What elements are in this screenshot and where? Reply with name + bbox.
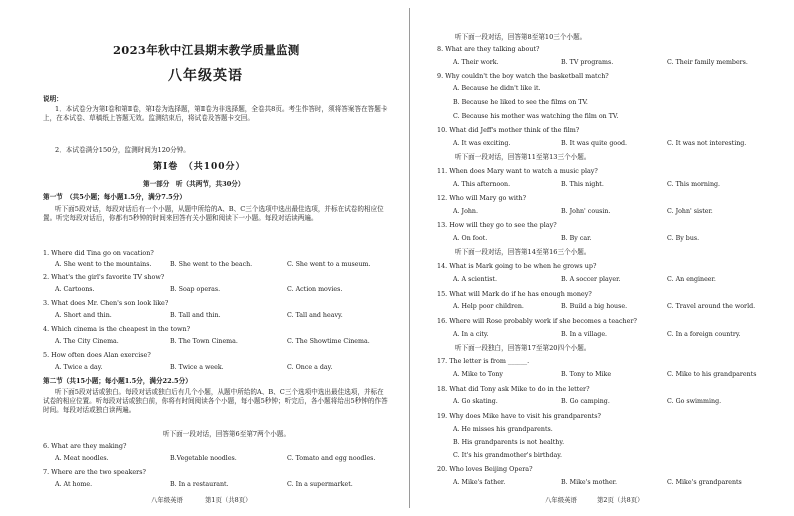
question-14: 14. What is Mark going to be when he grows up? — [437, 262, 597, 270]
question-9: 9. Why couldn't the boy watch the basketball match? — [437, 72, 609, 80]
q5-option-a: A. Twice a day. — [55, 364, 103, 371]
q10-option-b: B. It was quite good. — [561, 140, 628, 147]
q11-option-a: A. This afternoon. — [453, 181, 511, 188]
question-13: 13. How will they go to see the play? — [437, 221, 557, 229]
q12-option-c: C. John' sister. — [667, 208, 713, 215]
question-8: 8. What are they talking about? — [437, 45, 540, 53]
question-19: 19. Why does Mike have to visit his grandparents? — [437, 412, 601, 420]
q7-option-b: B. In a restaurant. — [170, 481, 229, 488]
q9-option-b: B. Because he liked to see the films on TV. — [453, 99, 588, 106]
sec2-instructions: 听下面5段对话或独白。每段对话或独白后有几个小题，从题中所给的A、B、C三个选项中选出最佳选项，并标在试卷的相应位置。听每段对话或独白前，你将有时间阅读各个小题，每小题5秒钟；听完后，各小题将给出5秒钟的作答时间。每段对话或独白读两遍。 — [43, 388, 388, 414]
question-5: 5. How often does Alan exercise? — [43, 351, 151, 359]
q20-option-a: A. Mike's father. — [453, 479, 506, 486]
q6-option-c: C. Tomato and egg noodles. — [287, 455, 376, 462]
q3-option-a: A. Short and thin. — [55, 312, 112, 319]
footer-subject-right: 八年级英语 — [545, 496, 577, 504]
question-4: 4. Which cinema is the cheapest in the town? — [43, 325, 191, 333]
q17-option-a: A. Mike to Tony — [453, 371, 503, 378]
q8-option-a: A. Their work. — [453, 59, 499, 66]
q18-option-b: B. Go camping. — [561, 398, 610, 405]
q1-option-c: C. She went to a museum. — [287, 261, 371, 268]
q19-option-a: A. He misses his grandparents. — [453, 426, 553, 433]
question-18: 18. What did Tony ask Mike to do in the letter? — [437, 385, 590, 393]
q8-option-b: B. TV programs. — [561, 59, 614, 66]
q2-option-a: A. Cartoons. — [55, 286, 95, 293]
q5-option-c: C. Once a day. — [287, 364, 333, 371]
footer-subject-left: 八年级英语 — [151, 496, 183, 504]
question-17: 17. The letter is from ______. — [437, 357, 530, 365]
q1-option-a: A. She went to the mountains. — [55, 261, 152, 268]
q7-option-a: A. At home. — [55, 481, 93, 488]
q8-option-c: C. Their family members. — [667, 59, 748, 66]
q16-option-c: C. In a foreign country. — [667, 331, 741, 338]
q14-option-a: A. A scientist. — [453, 276, 497, 283]
sec2-subinstruction: 听下面一段对话，回答第6至第7两个小题。 — [163, 430, 291, 438]
footer-page-right: 第2页（共8页） — [597, 496, 644, 504]
q4-option-a: A. The City Cinema. — [55, 338, 119, 345]
q15-option-a: A. Help poor children. — [453, 303, 524, 310]
q4-option-c: C. The Showtime Cinema. — [287, 338, 370, 345]
question-12: 12. Who will Mary go with? — [437, 194, 527, 202]
q20-option-c: C. Mike's grandparents — [667, 479, 742, 486]
q19-option-b: B. His grandparents is not healthy. — [453, 439, 565, 446]
note-1: 1．本试卷分为第Ⅰ卷和第Ⅱ卷，第Ⅰ卷为选择题，第Ⅱ卷为非选择题，全卷共8页。考生作答时，须将答案答在答题卡上，在本试卷、草稿纸上答题无效。监测结束后，将试卷及答题卡交回。 — [43, 105, 388, 122]
q3-option-c: C. Tall and heavy. — [287, 312, 343, 319]
q18-option-c: C. Go swimming. — [667, 398, 722, 405]
q13-option-c: C. By bus. — [667, 235, 700, 242]
q12-option-b: B. John' cousin. — [561, 208, 611, 215]
page-divider — [409, 8, 410, 508]
q11-option-b: B. This night. — [561, 181, 604, 188]
exam-subtitle: 八年级英语 — [168, 68, 243, 84]
q9-option-a: A. Because he didn't like it. — [453, 85, 541, 92]
notes-label: 说明： — [43, 95, 63, 103]
q5-option-b: B. Twice a week. — [170, 364, 224, 371]
exam-title: 2023年秋中江县期末教学质量监测 — [113, 43, 300, 57]
question-1: 1. Where did Tina go on vacation? — [43, 249, 154, 257]
intro-11-13: 听下面一段对话，回答第11至第13三个小题。 — [455, 153, 591, 161]
q17-option-c: C. Mike to his grandparents — [667, 371, 757, 378]
q15-option-c: C. Travel around the world. — [667, 303, 756, 310]
q12-option-a: A. John. — [453, 208, 478, 215]
intro-17-20: 听下面一段独白，回答第17至第20四个小题。 — [455, 344, 591, 352]
question-3: 3. What does Mr. Chen's son look like? — [43, 299, 169, 307]
q16-option-a: A. In a city. — [453, 331, 489, 338]
sec2-header: 第二节（共15小题；每小题1.5分，满分22.5分） — [43, 377, 192, 385]
q16-option-b: B. In a village. — [561, 331, 608, 338]
question-2: 2. What's the girl's favorite TV show? — [43, 273, 165, 281]
q10-option-c: C. It was not interesting. — [667, 140, 747, 147]
intro-8-10: 听下面一段对话，回答第8至第10三个小题。 — [455, 33, 587, 41]
sec1-instructions: 听下面5段对话，每段对话后有一个小题，从题中所给的A、B、C三个选项中选出最佳选项，并标在试卷的相应位置。听完每段对话后，你都有5秒钟的时间来回答有关小题和阅读下一小题。每段对话读两遍。 — [43, 205, 384, 222]
q4-option-b: B. The Town Cinema. — [170, 338, 238, 345]
q6-option-b: B.Vegetable noodles. — [170, 455, 237, 462]
q17-option-b: B. Tony to Mike — [561, 371, 612, 378]
q11-option-c: C. This morning. — [667, 181, 721, 188]
q14-option-c: C. An engineer. — [667, 276, 716, 283]
question-10: 10. What did Jeff's mother think of the film? — [437, 126, 580, 134]
sec1-header: 第一节 （共5小题；每小题1.5分，满分7.5分） — [43, 193, 186, 201]
question-20: 20. Who loves Beijing Opera? — [437, 465, 533, 473]
q2-option-b: B. Soap operas. — [170, 286, 221, 293]
q19-option-c: C. It's his grandmother's birthday. — [453, 452, 562, 459]
q13-option-b: B. By car. — [561, 235, 592, 242]
question-16: 16. Where will Rose probably work if she becomes a teacher? — [437, 317, 637, 325]
q1-option-b: B. She went to the beach. — [170, 261, 253, 268]
question-6: 6. What are they making? — [43, 442, 127, 450]
q3-option-b: B. Tall and thin. — [170, 312, 221, 319]
question-15: 15. What will Mark do if he has enough money? — [437, 290, 592, 298]
q20-option-b: B. Mike's mother. — [561, 479, 617, 486]
q9-option-c: C. Because his mother was watching the film on TV. — [453, 113, 619, 120]
q7-option-c: C. In a supermarket. — [287, 481, 353, 488]
q6-option-a: A. Meat noodles. — [55, 455, 109, 462]
intro-14-16: 听下面一段对话，回答第14至第16三个小题。 — [455, 248, 591, 256]
q2-option-c: C. Action movies. — [287, 286, 343, 293]
part-title: 第一部分 听（共两节，共30分） — [143, 180, 245, 188]
section-title: 第Ⅰ卷 （共100分） — [153, 162, 246, 172]
note-2: 2．本试卷满分150分，监测时间为120分钟。 — [55, 146, 190, 154]
q10-option-a: A. It was exciting. — [453, 140, 511, 147]
question-11: 11. When does Mary want to watch a music play? — [437, 167, 598, 175]
footer-page-left: 第1页（共8页） — [205, 496, 252, 504]
q14-option-b: B. A soccer player. — [561, 276, 621, 283]
q15-option-b: B. Build a big house. — [561, 303, 628, 310]
q13-option-a: A. On foot. — [453, 235, 488, 242]
q18-option-a: A. Go skating. — [453, 398, 498, 405]
question-7: 7. Where are the two speakers? — [43, 468, 146, 476]
